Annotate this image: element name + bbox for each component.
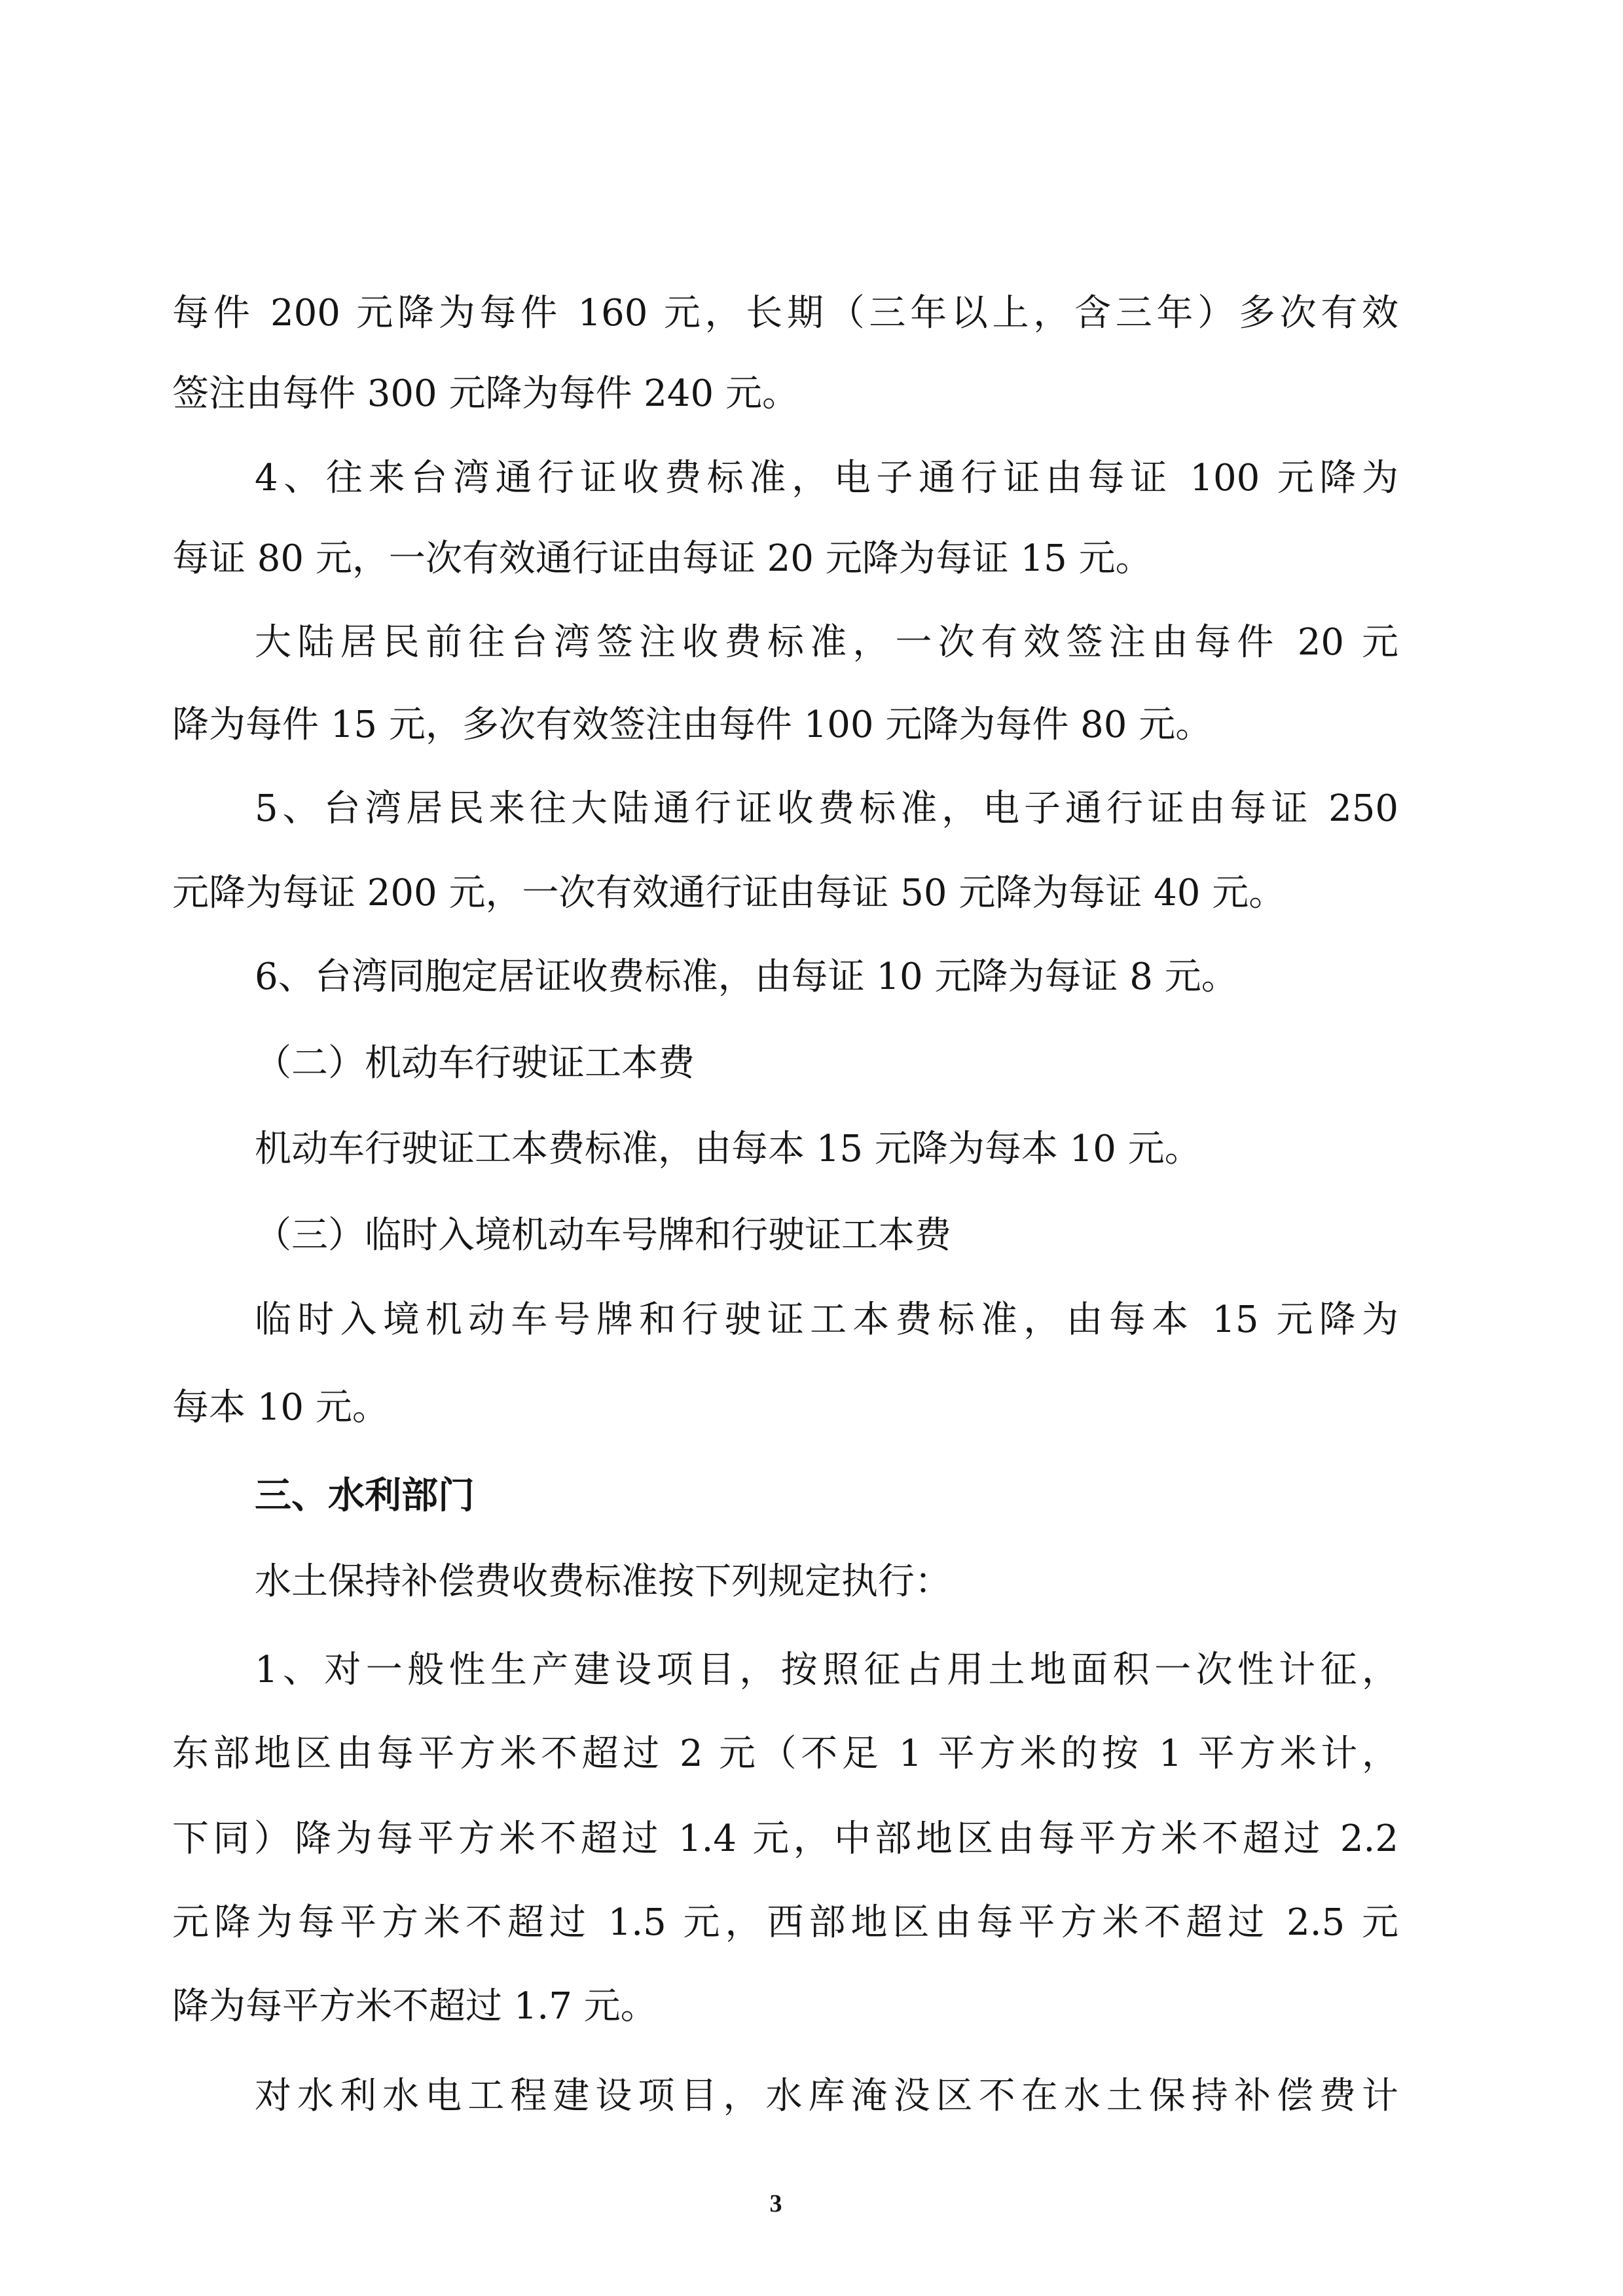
page-number: 3: [769, 2190, 782, 2217]
section-heading-water-resources: 三、水利部门: [255, 1475, 475, 1517]
soil-conservation-intro-line: 水土保持补偿费收费标准按下列规定执行：: [255, 1560, 951, 1603]
item-1-line-3: 下同）降为每平方米不超过 1.4 元，中部地区由每平方米不超过 2.2: [172, 1818, 1398, 1860]
continuation-line-2: 签注由每件 300 元降为每件 240 元。: [172, 372, 799, 415]
temporary-plate-fee-line-1: 临时入境机动车号牌和行驶证工本费标准，由每本 15 元降为: [255, 1299, 1398, 1341]
item-1-line-2: 东部地区由每平方米不超过 2 元（不足 1 平方米的按 1 平方米计，: [172, 1732, 1398, 1775]
item-1-line-5: 降为每平方米不超过 1.7 元。: [172, 1985, 657, 2028]
item-5-line-2: 元降为每证 200 元，一次有效通行证由每证 50 元降为每证 40 元。: [172, 872, 1286, 914]
item-5-line-1: 5、台湾居民来往大陆通行证收费标准，电子通行证由每证 250: [255, 787, 1398, 830]
item-4-line-1: 4、往来台湾通行证收费标准，电子通行证由每证 100 元降为: [255, 457, 1398, 499]
item-1-line-4: 元降为每平方米不超过 1.5 元，西部地区由每平方米不超过 2.5 元: [172, 1901, 1398, 1944]
subsection-heading-2: （二）机动车行驶证工本费: [255, 1042, 695, 1085]
visa-fee-line-2: 降为每件 15 元，多次有效签注由每件 100 元降为每件 80 元。: [172, 704, 1213, 746]
item-1-line-1: 1、对一般性生产建设项目，按照征占用土地面积一次性计征，: [255, 1649, 1398, 1691]
continuation-line-1: 每件 200 元降为每件 160 元，长期（三年以上，含三年）多次有效: [172, 292, 1398, 334]
vehicle-license-fee-line: 机动车行驶证工本费标准，由每本 15 元降为每本 10 元。: [255, 1128, 1201, 1170]
item-6-line-1: 6、台湾同胞定居证收费标准，由每证 10 元降为每证 8 元。: [255, 956, 1238, 998]
hydropower-project-line-1: 对水利水电工程建设项目，水库淹没区不在水土保持补偿费计: [255, 2075, 1398, 2117]
temporary-plate-fee-line-2: 每本 10 元。: [172, 1386, 389, 1429]
subsection-heading-3: （三）临时入境机动车号牌和行驶证工本费: [255, 1214, 951, 1257]
item-4-line-2: 每证 80 元，一次有效通行证由每证 20 元降为每证 15 元。: [172, 537, 1152, 580]
visa-fee-line-1: 大陆居民前往台湾签注收费标准，一次有效签注由每件 20 元: [255, 621, 1398, 664]
